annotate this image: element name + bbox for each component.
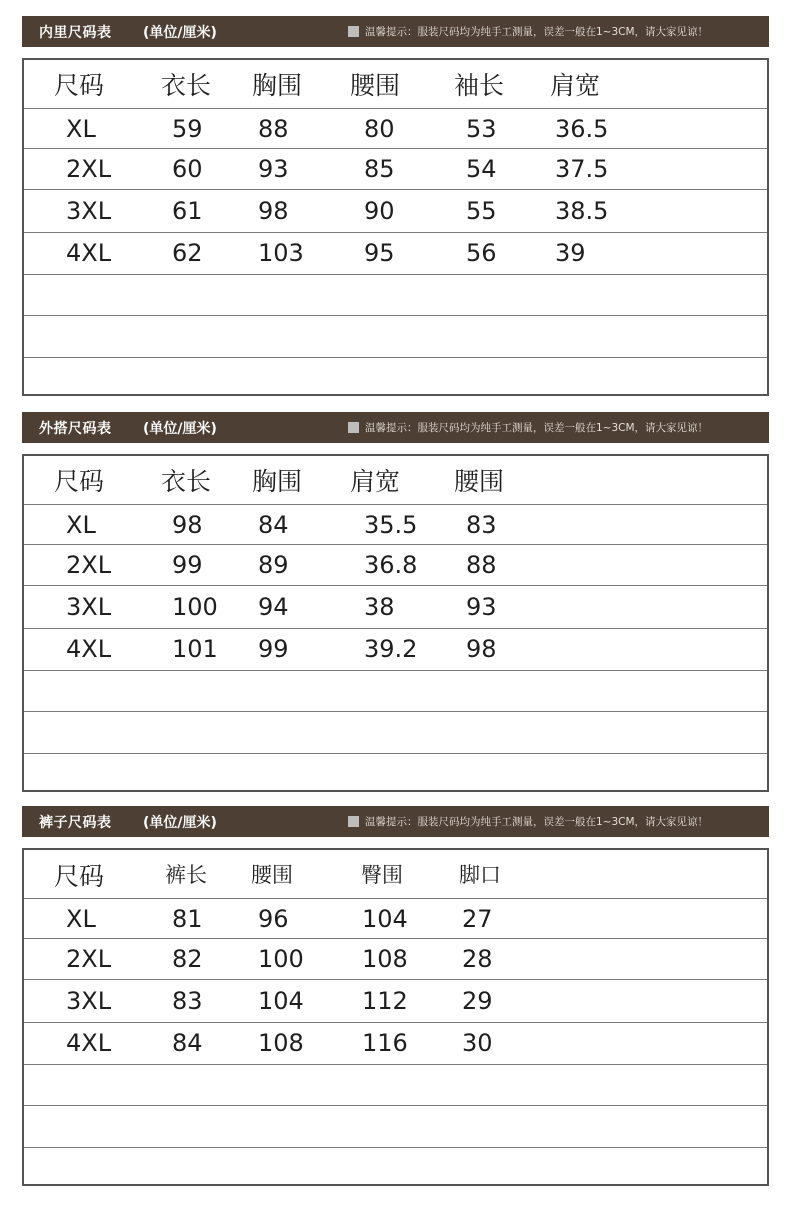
value-cell: 83 [466,511,497,539]
measurement-notice: 温馨提示：服装尺码均为纯手工测量，误差一般在1~3CM，请大家见谅！ [365,26,709,38]
size-cell: 2XL [66,551,112,579]
header-cell: 腰围 [454,467,505,496]
value-cell: 61 [172,197,203,225]
value-cell: 108 [258,1029,304,1057]
value-cell: 104 [362,905,408,933]
empty-row [24,315,767,357]
empty-row [24,753,767,790]
measurement-notice: 温馨提示：服装尺码均为纯手工测量，误差一般在1~3CM，请大家见谅！ [365,816,709,828]
empty-row [24,670,767,711]
value-cell: 104 [258,987,304,1015]
value-cell: 100 [172,593,218,621]
header-cell: 衣长 [161,71,212,100]
section-title-bar [22,16,769,47]
value-cell: 108 [362,945,408,973]
value-cell: 35.5 [364,511,418,539]
header-cell: 袖长 [454,71,505,100]
empty-row [24,1064,767,1105]
header-cell: 尺码 [54,862,105,891]
table-row [24,232,767,274]
value-cell: 80 [364,115,395,143]
table-row [24,628,767,670]
empty-row [24,711,767,753]
header-cell: 腰围 [350,71,401,100]
square-bullet-icon [348,816,359,827]
value-cell: 59 [172,115,203,143]
square-bullet-icon [348,422,359,433]
value-cell: 54 [466,155,497,183]
size-cell: 2XL [66,155,112,183]
section-unit: (单位/厘米) [143,815,217,831]
size-cell: 3XL [66,197,112,225]
value-cell: 62 [172,239,203,267]
size-table [22,848,769,1186]
header-cell: 臀围 [361,863,403,887]
section-title-bar [22,412,769,443]
size-cell: 4XL [66,239,112,267]
value-cell: 116 [362,1029,408,1057]
size-cell: XL [66,511,96,539]
section-title: 外搭尺码表 [39,421,112,437]
value-cell: 90 [364,197,395,225]
size-cell: 4XL [66,635,112,663]
value-cell: 38 [364,593,395,621]
table-row [24,544,767,585]
value-cell: 82 [172,945,203,973]
header-cell: 尺码 [54,467,105,496]
value-cell: 96 [258,905,289,933]
size-cell: 3XL [66,593,112,621]
value-cell: 85 [364,155,395,183]
empty-row [24,357,767,394]
value-cell: 84 [258,511,289,539]
value-cell: 27 [462,905,493,933]
size-cell: 4XL [66,1029,112,1057]
table-header-row [24,60,767,108]
table-row [24,189,767,232]
value-cell: 55 [466,197,497,225]
value-cell: 39.2 [364,635,418,663]
value-cell: 60 [172,155,203,183]
value-cell: 29 [462,987,493,1015]
value-cell: 88 [466,551,497,579]
value-cell: 112 [362,987,408,1015]
table-row [24,148,767,189]
header-cell: 胸围 [252,71,303,100]
value-cell: 56 [466,239,497,267]
square-bullet-icon [348,26,359,37]
size-cell: XL [66,905,96,933]
value-cell: 101 [172,635,218,663]
table-header-row [24,456,767,504]
size-cell: 3XL [66,987,112,1015]
size-table [22,58,769,396]
value-cell: 36.8 [364,551,418,579]
value-cell: 93 [258,155,289,183]
value-cell: 39 [555,239,586,267]
value-cell: 98 [466,635,497,663]
value-cell: 95 [364,239,395,267]
section-unit: (单位/厘米) [143,421,217,437]
empty-row [24,1105,767,1147]
table-row [24,938,767,979]
empty-row [24,1147,767,1184]
value-cell: 93 [466,593,497,621]
value-cell: 94 [258,593,289,621]
table-row [24,1022,767,1064]
value-cell: 38.5 [555,197,609,225]
value-cell: 103 [258,239,304,267]
value-cell: 37.5 [555,155,609,183]
section-title: 内里尺码表 [39,25,112,41]
table-row [24,979,767,1022]
table-row [24,585,767,628]
value-cell: 53 [466,115,497,143]
value-cell: 83 [172,987,203,1015]
table-row [24,504,767,544]
section-unit: (单位/厘米) [143,25,217,41]
header-cell: 衣长 [161,467,212,496]
size-table [22,454,769,792]
header-cell: 肩宽 [350,467,401,496]
measurement-notice: 温馨提示：服装尺码均为纯手工测量，误差一般在1~3CM，请大家见谅！ [365,422,709,434]
header-cell: 脚口 [459,863,501,887]
value-cell: 88 [258,115,289,143]
value-cell: 84 [172,1029,203,1057]
size-cell: 2XL [66,945,112,973]
header-cell: 腰围 [251,863,293,887]
value-cell: 30 [462,1029,493,1057]
header-cell: 胸围 [252,467,303,496]
value-cell: 98 [258,197,289,225]
empty-row [24,274,767,315]
value-cell: 98 [172,511,203,539]
value-cell: 81 [172,905,203,933]
header-cell: 尺码 [54,71,105,100]
section-title: 裤子尺码表 [39,815,112,831]
section-title-bar [22,806,769,837]
header-cell: 肩宽 [550,71,601,100]
table-row [24,898,767,938]
value-cell: 99 [258,635,289,663]
value-cell: 99 [172,551,203,579]
value-cell: 100 [258,945,304,973]
value-cell: 36.5 [555,115,609,143]
value-cell: 28 [462,945,493,973]
table-row [24,108,767,148]
value-cell: 89 [258,551,289,579]
size-cell: XL [66,115,96,143]
table-header-row [24,850,767,898]
header-cell: 裤长 [165,863,207,887]
